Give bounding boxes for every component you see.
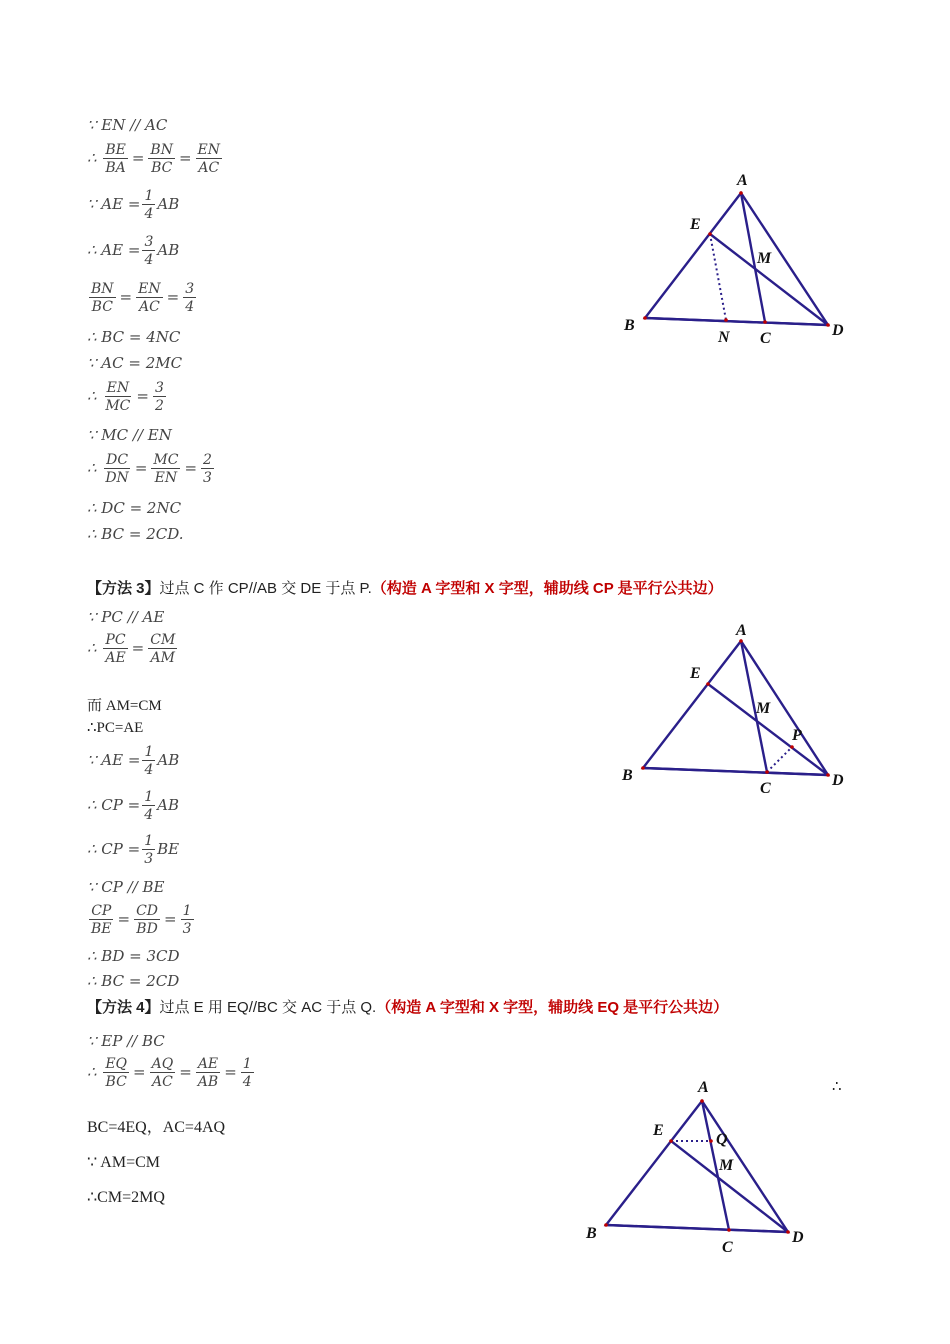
step-line: ∴ $\frac{BE}{BA}$ = $\frac{BN}{BC}$ = $\frac{EN}{AC}$: [87, 142, 221, 176]
step-line: ∴ $\frac{EQ}{BC}$ = $\frac{AQ}{AC}$ = $\frac{AE}{AB}$ = $\frac{1}{4}$: [87, 1056, 252, 1090]
step-line: ∴ BC = 4NC: [87, 328, 181, 346]
point-e: [708, 232, 712, 236]
label-d: D: [792, 1229, 804, 1246]
point-d: [786, 1230, 790, 1234]
point-n: [724, 318, 728, 322]
step-line: ∴ CP = $\frac{1}{3}$ BE: [87, 833, 180, 867]
label-m: M: [757, 250, 772, 267]
step-line: ∵ AM=CM: [87, 1154, 160, 1171]
therefore-symbol: ∴: [832, 1079, 842, 1095]
step-line: 而 AM=CM: [87, 698, 162, 714]
point-c: [727, 1228, 731, 1232]
step-line: ∴PC=AE: [87, 720, 144, 736]
segment-ed: [708, 684, 828, 775]
step-line: ∵ EP // BC: [87, 1032, 165, 1050]
point-c: [763, 320, 767, 324]
label-c: C: [760, 330, 771, 347]
point-e: [669, 1139, 673, 1143]
step-line: ∴ BD = 3CD: [87, 947, 180, 965]
label-m: M: [756, 700, 771, 717]
step-line: BC=4EQ，AC=4AQ: [87, 1119, 226, 1136]
step-line: ∴ $\frac{DC}{DN}$ = $\frac{MC}{EN}$ = $\frac{2}{3}$: [87, 452, 212, 486]
step-line: ∵ AE = $\frac{1}{4}$ AB: [87, 188, 180, 222]
step-line: $\frac{BN}{BC}$ = $\frac{EN}{AC}$ = $\frac{3}{4}$: [91, 281, 195, 315]
step-line: ∴ AE = $\frac{3}{4}$ AB: [87, 234, 180, 268]
step-line: ∵ PC // AE: [87, 608, 165, 626]
label-d: D: [832, 322, 844, 339]
label-c: C: [760, 780, 771, 797]
step-line: ∴ BC = 2CD: [87, 972, 180, 990]
label-b: B: [586, 1225, 597, 1242]
label-p: P: [792, 727, 802, 744]
segment-bd: [645, 318, 828, 325]
step-line: ∴CM=2MQ: [87, 1189, 165, 1206]
point-d: [826, 323, 830, 327]
label-a: A: [736, 622, 747, 639]
point-q: [709, 1139, 713, 1143]
label-a: A: [737, 172, 748, 189]
point-b: [641, 766, 645, 770]
label-q: Q: [716, 1131, 728, 1148]
method-3-heading: 【方法 3】过点 C 作 CP//AB 交 DE 于点 P.（构造 A 字型和 X 字型，辅助线 CP 是平行公共边）: [87, 580, 723, 597]
point-c: [765, 770, 769, 774]
segment-bd: [606, 1225, 788, 1232]
step-line: ∵ EN // AC: [87, 116, 168, 134]
label-e: E: [690, 665, 701, 682]
figure-1-triangle: [600, 165, 870, 355]
label-c: C: [722, 1239, 733, 1256]
point-d: [826, 773, 830, 777]
step-line: ∴ DC = 2NC: [87, 499, 182, 517]
step-line: ∴ $\frac{PC}{AE}$ = $\frac{CM}{AM}$: [87, 632, 176, 666]
label-m: M: [719, 1157, 734, 1174]
step-line: ∴ BC = 2CD.: [87, 525, 184, 543]
point-p: [790, 745, 794, 749]
point-e: [706, 682, 710, 686]
step-line: ∵ AC = 2MC: [87, 354, 183, 372]
step-line: ∴ $\frac{EN}{MC}$ = $\frac{3}{2}$: [87, 380, 164, 414]
figure-3-triangle: [570, 1072, 840, 1262]
label-b: B: [622, 767, 633, 784]
step-line: $\frac{CP}{BE}$ = $\frac{CD}{BD}$ = $\frac{1}{3}$: [91, 903, 192, 937]
step-line: ∵ CP // BE: [87, 878, 165, 896]
segment-ed: [671, 1141, 788, 1232]
method-4-heading: 【方法 4】过点 E 用 EQ//BC 交 AC 于点 Q.（构造 A 字型和 X 字型，辅助线 EQ 是平行公共边）: [87, 999, 729, 1016]
segment-en-dotted: [710, 234, 726, 320]
point-b: [604, 1223, 608, 1227]
step-line: ∵ AE = $\frac{1}{4}$ AB: [87, 744, 180, 778]
segment-ed: [710, 234, 828, 325]
segment-bd: [643, 768, 828, 775]
label-b: B: [624, 317, 635, 334]
point-a: [700, 1099, 704, 1103]
label-e: E: [653, 1122, 664, 1139]
label-d: D: [832, 772, 844, 789]
label-a: A: [698, 1079, 709, 1096]
label-n: N: [718, 329, 730, 346]
triangle-edges: [606, 1101, 788, 1232]
point-a: [739, 639, 743, 643]
point-b: [643, 316, 647, 320]
step-line: ∴ CP = $\frac{1}{4}$ AB: [87, 789, 179, 823]
label-e: E: [690, 216, 701, 233]
step-line: ∵ MC // EN: [87, 426, 172, 444]
segment-cp-dotted: [767, 747, 792, 772]
figure-2-triangle: [600, 615, 870, 805]
point-a: [739, 191, 743, 195]
